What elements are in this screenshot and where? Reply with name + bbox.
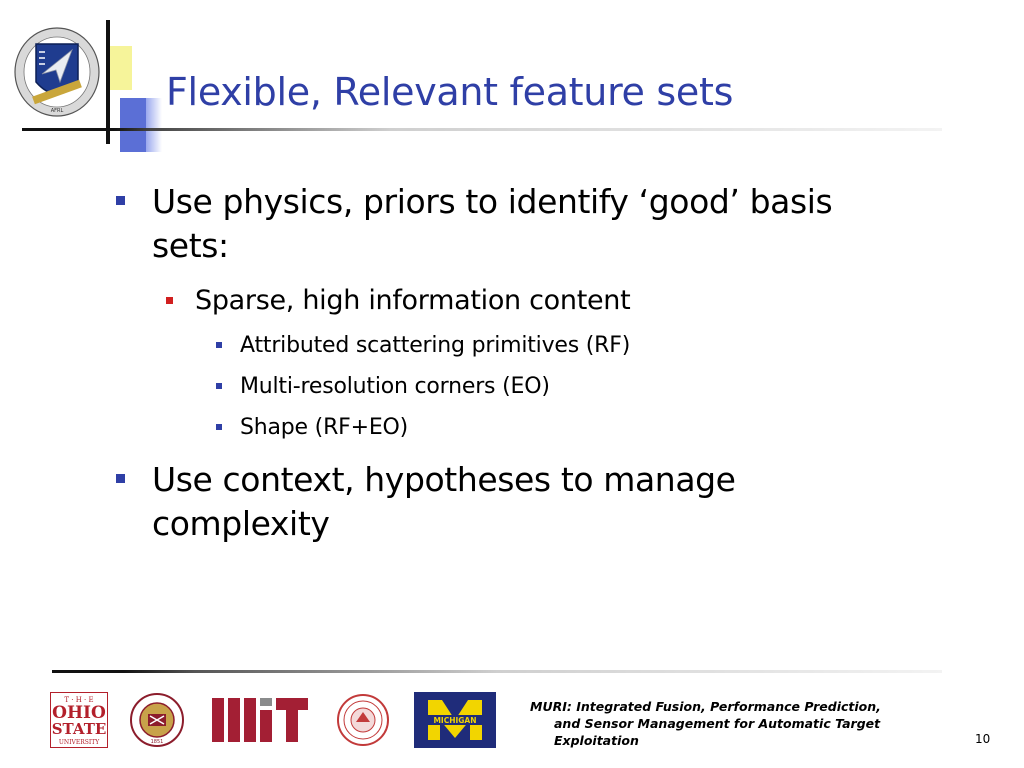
svg-text:STATE: STATE <box>51 720 107 738</box>
svg-text:T · H · E: T · H · E <box>64 696 94 704</box>
bullet-level1 <box>116 458 912 546</box>
bullet-text: Attributed scattering primitives (RF) <box>240 333 631 358</box>
header-accent-yellow <box>110 46 132 90</box>
bullet-marker <box>216 342 222 348</box>
footer-rule <box>52 670 942 673</box>
bullet-marker <box>166 297 173 304</box>
footer-line: and Sensor Management for Automatic Target <box>554 716 881 731</box>
svg-text:OHIO: OHIO <box>52 703 106 723</box>
florida-state-seal <box>128 692 186 748</box>
svg-text:1851: 1851 <box>150 739 164 745</box>
bullet-level3 <box>216 373 550 401</box>
mit-logo <box>208 692 312 748</box>
header-accent-blue-fade <box>146 98 162 152</box>
page-number: 10 <box>975 732 991 746</box>
university-seal-logo <box>334 692 392 748</box>
slide-title: Flexible, Relevant feature sets <box>166 70 734 114</box>
header-accent-blue <box>120 98 146 152</box>
header-rule <box>22 128 942 131</box>
afrl-shield-logo <box>12 22 102 118</box>
footer-line: Exploitation <box>554 733 639 748</box>
bullet-level2 <box>166 284 630 318</box>
bullet-text: Shape (RF+EO) <box>240 415 409 440</box>
bullet-marker <box>216 424 222 430</box>
bullet-text: Use physics, priors to identify ‘good’ basis sets: <box>152 182 833 265</box>
bullet-level3 <box>216 414 408 442</box>
footer-line: MURI: Integrated Fusion, Performance Prediction, <box>530 699 881 714</box>
bullet-text: Multi-resolution corners (EO) <box>240 374 550 399</box>
bullet-text: Use context, hypotheses to manage complexity <box>152 460 736 543</box>
svg-text:UNIVERSITY: UNIVERSITY <box>58 739 100 746</box>
bullet-level3 <box>216 332 630 360</box>
svg-text:AFRL: AFRL <box>50 108 64 114</box>
bullet-marker <box>116 196 125 205</box>
michigan-logo <box>414 692 496 748</box>
ohio-state-logo <box>50 692 108 748</box>
bullet-text: Sparse, high information content <box>195 285 631 316</box>
footer-caption <box>530 698 910 749</box>
bullet-marker <box>116 474 125 483</box>
bullet-level1 <box>116 180 912 268</box>
svg-text:MICHIGAN: MICHIGAN <box>433 716 477 725</box>
bullet-marker <box>216 383 222 389</box>
